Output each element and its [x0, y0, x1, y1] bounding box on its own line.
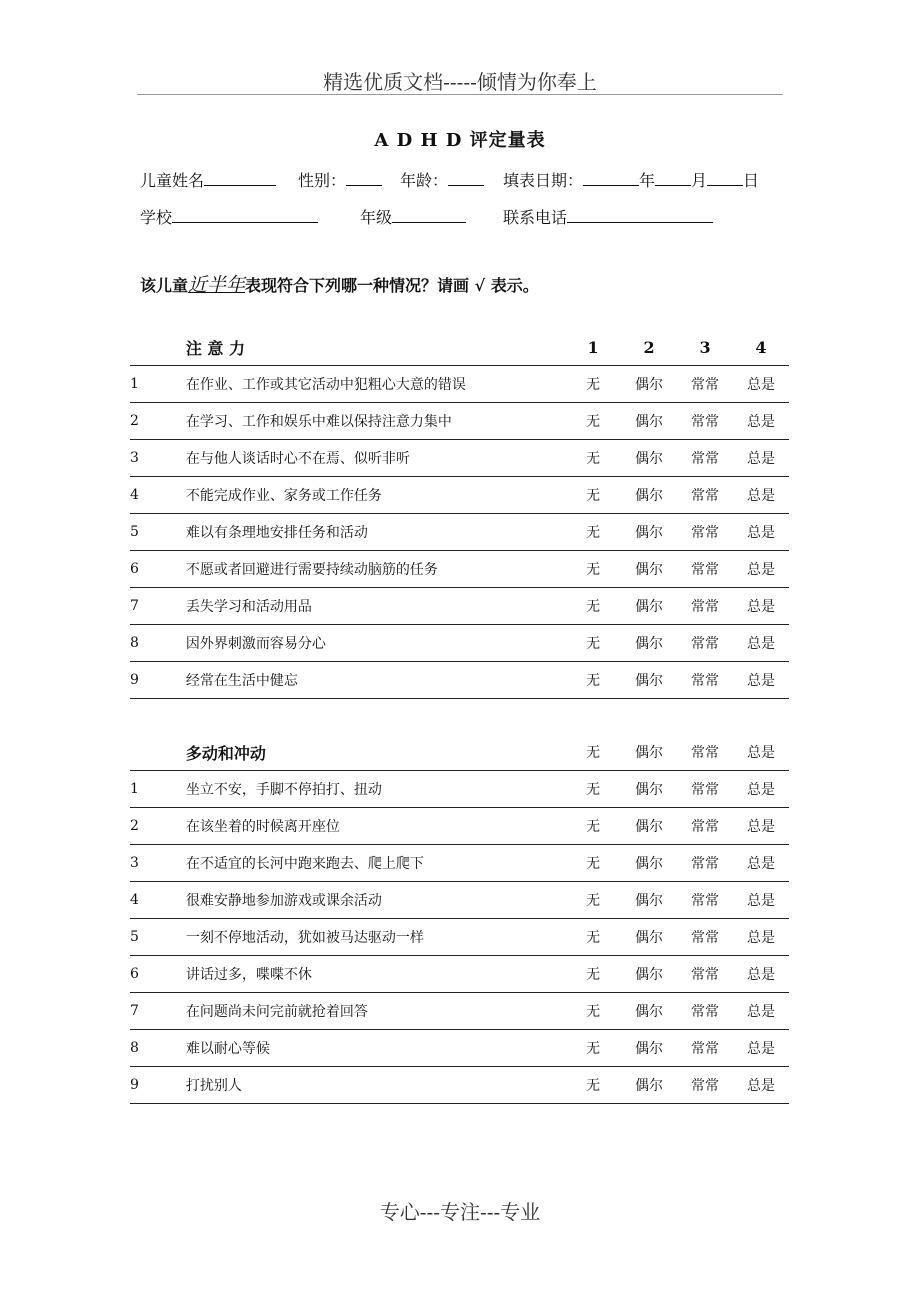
table-row — [130, 440, 789, 477]
option-sometimes[interactable]: 偶尔 — [621, 551, 677, 588]
date-year-field[interactable] — [583, 169, 639, 186]
option-often[interactable]: 常常 — [677, 882, 733, 919]
option-always[interactable]: 总是 — [733, 956, 789, 993]
table-row — [130, 808, 789, 845]
item-number: 2 — [130, 808, 186, 845]
header-num-cell — [130, 329, 186, 366]
option-often[interactable]: 常常 — [677, 551, 733, 588]
option-always[interactable]: 总是 — [733, 514, 789, 551]
option-none[interactable]: 无 — [565, 845, 621, 882]
month-char: 月 — [691, 171, 708, 190]
option-none[interactable]: 无 — [565, 808, 621, 845]
item-number: 3 — [130, 440, 186, 477]
option-none[interactable]: 无 — [565, 919, 621, 956]
option-none[interactable]: 无 — [565, 366, 621, 403]
option-often[interactable]: 常常 — [677, 514, 733, 551]
day-char: 日 — [743, 171, 760, 190]
item-number: 4 — [130, 477, 186, 514]
option-often[interactable]: 常常 — [677, 588, 733, 625]
option-always[interactable]: 总是 — [733, 551, 789, 588]
item-text: 在与他人谈话时心不在焉、似听非听 — [186, 440, 565, 477]
column-2-header: 2 — [621, 329, 677, 366]
table-row — [130, 1067, 789, 1104]
table-row — [130, 403, 789, 440]
option-none[interactable]: 无 — [565, 551, 621, 588]
item-text: 打扰别人 — [186, 1067, 565, 1104]
option-sometimes[interactable]: 偶尔 — [621, 662, 677, 699]
option-sometimes[interactable]: 偶尔 — [621, 1030, 677, 1067]
item-text: 很难安静地参加游戏或课余活动 — [186, 882, 565, 919]
hyperactivity-table — [130, 734, 789, 1104]
option-often[interactable]: 常常 — [677, 919, 733, 956]
table-row — [130, 366, 789, 403]
item-text: 一刻不停地活动，犹如被马达驱动一样 — [186, 919, 565, 956]
attention-table — [130, 329, 789, 699]
option-none[interactable]: 无 — [565, 403, 621, 440]
option-sometimes[interactable]: 偶尔 — [621, 366, 677, 403]
table-row — [130, 662, 789, 699]
option-sometimes[interactable]: 偶尔 — [621, 882, 677, 919]
option-sometimes[interactable]: 偶尔 — [621, 1067, 677, 1104]
phone-label: 联系电话 — [503, 208, 568, 227]
item-number: 1 — [130, 771, 186, 808]
item-number: 7 — [130, 588, 186, 625]
item-number: 1 — [130, 366, 186, 403]
date-group — [503, 168, 759, 191]
column-1-header: 1 — [565, 329, 621, 366]
hyperactivity-header-row — [130, 734, 789, 771]
option-always[interactable]: 总是 — [733, 662, 789, 699]
option-often[interactable]: 常常 — [677, 845, 733, 882]
item-number: 2 — [130, 403, 186, 440]
item-text: 在学习、工作和娱乐中难以保持注意力集中 — [186, 403, 565, 440]
option-sometimes[interactable]: 偶尔 — [621, 919, 677, 956]
option-often[interactable]: 常常 — [677, 366, 733, 403]
table-row — [130, 625, 789, 662]
option-none[interactable]: 无 — [565, 477, 621, 514]
scale-title: A D H D 评定量表 — [374, 130, 546, 151]
column-always-header: 总是 — [733, 734, 789, 771]
option-always[interactable]: 总是 — [733, 625, 789, 662]
option-none[interactable]: 无 — [565, 514, 621, 551]
option-always[interactable]: 总是 — [733, 808, 789, 845]
option-none[interactable]: 无 — [565, 1067, 621, 1104]
option-sometimes[interactable]: 偶尔 — [621, 514, 677, 551]
item-text: 丢失学习和活动用品 — [186, 588, 565, 625]
school-field[interactable] — [172, 206, 318, 223]
option-often[interactable]: 常常 — [677, 1067, 733, 1104]
header-num-cell — [130, 734, 186, 771]
info-row-1 — [140, 168, 276, 191]
option-always[interactable]: 总是 — [733, 366, 789, 403]
table-row — [130, 514, 789, 551]
child-name-field[interactable] — [204, 169, 276, 186]
item-number: 9 — [130, 1067, 186, 1104]
option-always[interactable]: 总是 — [733, 771, 789, 808]
option-sometimes[interactable]: 偶尔 — [621, 625, 677, 662]
phone-group — [503, 205, 713, 228]
page-footer: 专心---专注---专业 — [379, 1200, 541, 1224]
option-always[interactable]: 总是 — [733, 919, 789, 956]
age-group — [400, 168, 484, 191]
column-4-header: 4 — [733, 329, 789, 366]
option-often[interactable]: 常常 — [677, 771, 733, 808]
column-3-header: 3 — [677, 329, 733, 366]
column-often-header: 常常 — [677, 734, 733, 771]
option-often[interactable]: 常常 — [677, 662, 733, 699]
option-sometimes[interactable]: 偶尔 — [621, 588, 677, 625]
grade-group — [360, 205, 466, 228]
item-text: 难以有条理地安排任务和活动 — [186, 514, 565, 551]
option-sometimes[interactable]: 偶尔 — [621, 845, 677, 882]
table-row — [130, 588, 789, 625]
instruction-emphasis: 近半年 — [188, 274, 246, 296]
option-always[interactable]: 总是 — [733, 882, 789, 919]
item-text: 经常在生活中健忘 — [186, 662, 565, 699]
option-sometimes[interactable]: 偶尔 — [621, 993, 677, 1030]
item-number: 9 — [130, 662, 186, 699]
option-sometimes[interactable]: 偶尔 — [621, 403, 677, 440]
item-text: 在该坐着的时候离开座位 — [186, 808, 565, 845]
option-always[interactable]: 总是 — [733, 1067, 789, 1104]
option-often[interactable]: 常常 — [677, 956, 733, 993]
item-text: 因外界刺激而容易分心 — [186, 625, 565, 662]
option-sometimes[interactable]: 偶尔 — [621, 440, 677, 477]
item-text: 讲话过多，喋喋不休 — [186, 956, 565, 993]
option-always[interactable]: 总是 — [733, 588, 789, 625]
item-number: 3 — [130, 845, 186, 882]
table-row — [130, 919, 789, 956]
option-always[interactable]: 总是 — [733, 440, 789, 477]
grade-label: 年级 — [360, 208, 393, 227]
item-text: 坐立不安，手脚不停拍打、扭动 — [186, 771, 565, 808]
item-text: 在问题尚未问完前就抢着回答 — [186, 993, 565, 1030]
item-number: 5 — [130, 919, 186, 956]
table-row — [130, 845, 789, 882]
page-header: 精选优质文档-----倾情为你奉上 — [323, 70, 597, 94]
item-number: 8 — [130, 625, 186, 662]
option-often[interactable]: 常常 — [677, 625, 733, 662]
option-always[interactable]: 总是 — [733, 993, 789, 1030]
item-number: 4 — [130, 882, 186, 919]
item-text: 难以耐心等候 — [186, 1030, 565, 1067]
school-label: 学校 — [140, 208, 173, 227]
instruction — [140, 270, 539, 297]
table-row — [130, 956, 789, 993]
option-none[interactable]: 无 — [565, 956, 621, 993]
option-often[interactable]: 常常 — [677, 808, 733, 845]
option-none[interactable]: 无 — [565, 771, 621, 808]
child-name-label: 儿童姓名 — [140, 171, 205, 190]
option-always[interactable]: 总是 — [733, 845, 789, 882]
gender-field[interactable] — [346, 169, 382, 186]
date-label: 填表日期： — [503, 171, 584, 190]
option-none[interactable]: 无 — [565, 440, 621, 477]
table-row — [130, 551, 789, 588]
option-none[interactable]: 无 — [565, 882, 621, 919]
option-sometimes[interactable]: 偶尔 — [621, 956, 677, 993]
table-row — [130, 993, 789, 1030]
option-sometimes[interactable]: 偶尔 — [621, 477, 677, 514]
item-number: 6 — [130, 551, 186, 588]
hyperactivity-section-title: 多动和冲动 — [186, 734, 565, 771]
gender-group — [298, 168, 382, 191]
date-day-field[interactable] — [707, 169, 743, 186]
option-none[interactable]: 无 — [565, 588, 621, 625]
option-often[interactable]: 常常 — [677, 477, 733, 514]
table-row — [130, 477, 789, 514]
item-number: 5 — [130, 514, 186, 551]
age-field[interactable] — [448, 169, 484, 186]
date-month-field[interactable] — [655, 169, 691, 186]
option-none[interactable]: 无 — [565, 1030, 621, 1067]
grade-field[interactable] — [392, 206, 466, 223]
attention-section-title: 注 意 力 — [186, 329, 565, 366]
item-text: 不愿或者回避进行需要持续动脑筋的任务 — [186, 551, 565, 588]
item-text: 在作业、工作或其它活动中犯粗心大意的错误 — [186, 366, 565, 403]
option-sometimes[interactable]: 偶尔 — [621, 771, 677, 808]
item-number: 6 — [130, 956, 186, 993]
item-number: 8 — [130, 1030, 186, 1067]
table-row — [130, 1030, 789, 1067]
age-label: 年龄： — [400, 171, 449, 190]
option-always[interactable]: 总是 — [733, 1030, 789, 1067]
item-number: 7 — [130, 993, 186, 1030]
gender-label: 性别： — [298, 171, 347, 190]
item-text: 在不适宜的长河中跑来跑去、爬上爬下 — [186, 845, 565, 882]
column-sometimes-header: 偶尔 — [621, 734, 677, 771]
year-char: 年 — [639, 171, 656, 190]
option-often[interactable]: 常常 — [677, 403, 733, 440]
column-none-header: 无 — [565, 734, 621, 771]
instruction-after: 表现符合下列哪一种情况？请画 √ 表示。 — [245, 276, 539, 295]
school-group — [140, 205, 318, 228]
option-none[interactable]: 无 — [565, 662, 621, 699]
option-often[interactable]: 常常 — [677, 440, 733, 477]
table-row — [130, 771, 789, 808]
option-always[interactable]: 总是 — [733, 477, 789, 514]
header-rule — [137, 94, 783, 95]
attention-header-row — [130, 329, 789, 366]
phone-field[interactable] — [567, 206, 713, 223]
table-row — [130, 882, 789, 919]
item-text: 不能完成作业、家务或工作任务 — [186, 477, 565, 514]
option-sometimes[interactable]: 偶尔 — [621, 808, 677, 845]
option-always[interactable]: 总是 — [733, 403, 789, 440]
instruction-before: 该儿童 — [140, 276, 189, 295]
option-none[interactable]: 无 — [565, 625, 621, 662]
option-none[interactable]: 无 — [565, 993, 621, 1030]
option-often[interactable]: 常常 — [677, 1030, 733, 1067]
option-often[interactable]: 常常 — [677, 993, 733, 1030]
